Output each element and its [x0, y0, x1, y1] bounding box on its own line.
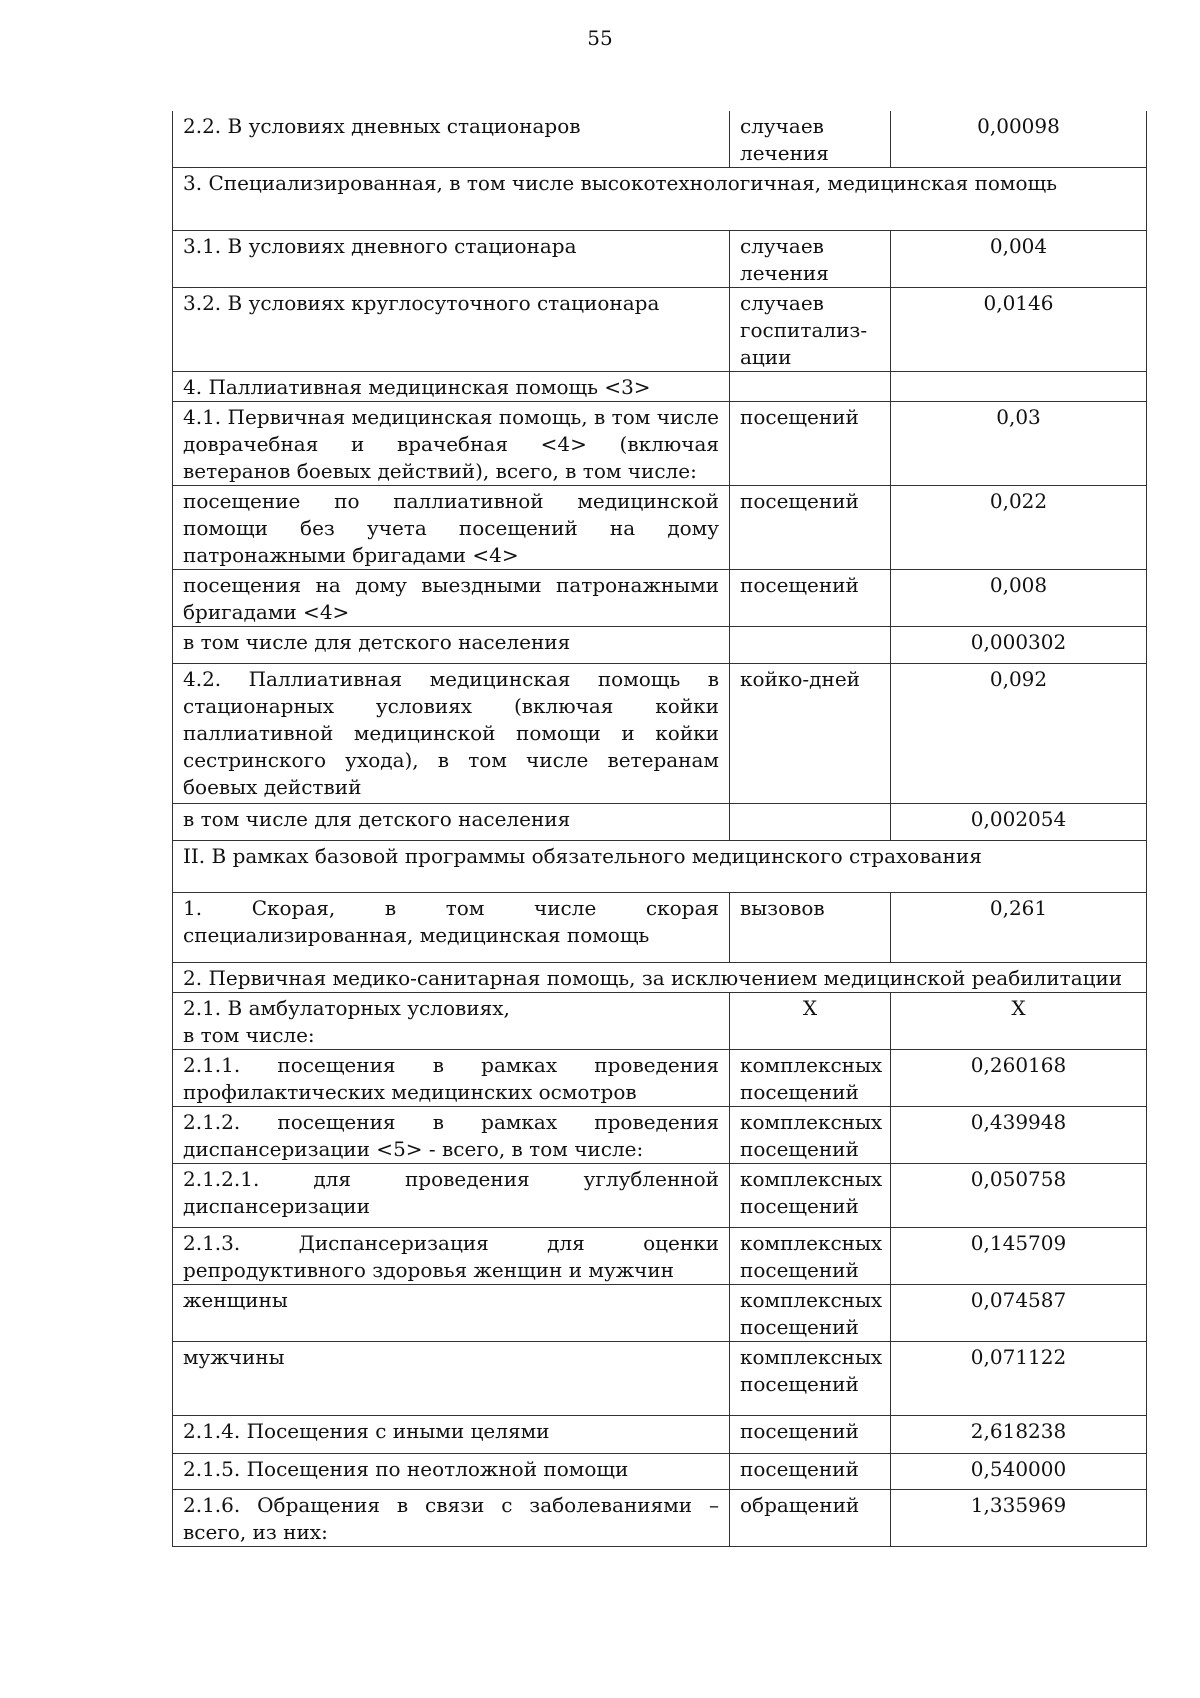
row-value: 0,540000: [891, 1454, 1147, 1490]
table-row: [173, 486, 1147, 570]
section-heading: II. В рамках базовой программы обязательного медицинского страхования: [173, 841, 1147, 893]
row-value: 0,071122: [891, 1342, 1147, 1416]
row-unit: случаев лечения: [730, 231, 891, 288]
section-row: [173, 168, 1147, 231]
table-row: [173, 1490, 1147, 1547]
row-name: 2.1.5. Посещения по неотложной помощи: [173, 1454, 730, 1490]
norms-table: [172, 111, 1147, 1547]
row-value: 0,260168: [891, 1050, 1147, 1107]
row-name: 2.2. В условиях дневных стационаров: [173, 111, 730, 168]
row-name: 2.1.2. посещения в рамках проведения диспансеризации <5> - всего, в том числе:: [173, 1107, 730, 1164]
row-name: 4. Паллиативная медицинская помощь <3>: [173, 372, 730, 402]
row-name: женщины: [173, 1285, 730, 1342]
table-row: [173, 1454, 1147, 1490]
row-value: 1,335969: [891, 1490, 1147, 1547]
row-unit: случаев госпитализ-ации: [730, 288, 891, 372]
section-heading: 2. Первичная медико-санитарная помощь, за исключением медицинской реабилитации: [173, 963, 1147, 993]
row-name: 2.1.2.1. для проведения углубленной диспансеризации: [173, 1164, 730, 1228]
row-value: 0,008: [891, 570, 1147, 627]
table-row: [173, 1342, 1147, 1416]
section-row: [173, 841, 1147, 893]
row-name: 3.2. В условиях круглосуточного стационара: [173, 288, 730, 372]
row-name: мужчины: [173, 1342, 730, 1416]
table-row: [173, 804, 1147, 841]
row-value: 0,439948: [891, 1107, 1147, 1164]
row-name: 2.1.6. Обращения в связи с заболеваниями – всего, из них:: [173, 1490, 730, 1547]
row-value: 0,092: [891, 664, 1147, 804]
table-row: [173, 1228, 1147, 1285]
row-unit: посещений: [730, 486, 891, 570]
row-unit: [730, 372, 891, 402]
table-row: [173, 627, 1147, 664]
row-name: в том числе для детского населения: [173, 627, 730, 664]
row-value: [891, 372, 1147, 402]
row-name: 2.1.4. Посещения с иными целями: [173, 1416, 730, 1454]
row-name: 4.2. Паллиативная медицинская помощь в стационарных условиях (включая койки паллиативной медицинской помощи и койки сестринского ухода), в том числе ветеранам боевых действий: [173, 664, 730, 804]
row-value: 2,618238: [891, 1416, 1147, 1454]
row-value: 0,004: [891, 231, 1147, 288]
row-unit: комплексных посещений: [730, 1164, 891, 1228]
row-unit: койко-дней: [730, 664, 891, 804]
table-row: [173, 893, 1147, 963]
row-value: 0,0146: [891, 288, 1147, 372]
row-unit: комплексных посещений: [730, 1228, 891, 1285]
row-value: 0,000302: [891, 627, 1147, 664]
row-unit: посещений: [730, 1416, 891, 1454]
row-name: 2.1.1. посещения в рамках проведения профилактических медицинских осмотров: [173, 1050, 730, 1107]
section-heading: 3. Специализированная, в том числе высокотехнологичная, медицинская помощь: [173, 168, 1147, 231]
row-name: 3.1. В условиях дневного стационара: [173, 231, 730, 288]
row-name: 2.1. В амбулаторных условиях, в том числе:: [173, 993, 730, 1050]
row-name: посещения на дому выездными патронажными бригадами <4>: [173, 570, 730, 627]
row-name: 1. Скорая, в том числе скорая специализированная, медицинская помощь: [173, 893, 730, 963]
row-unit: комплексных посещений: [730, 1107, 891, 1164]
row-value: X: [891, 993, 1147, 1050]
row-unit: комплексных посещений: [730, 1050, 891, 1107]
row-unit: X: [730, 993, 891, 1050]
table-row: [173, 664, 1147, 804]
row-unit: обращений: [730, 1490, 891, 1547]
table-row: [173, 288, 1147, 372]
row-name: в том числе для детского населения: [173, 804, 730, 841]
norms-table-body: [173, 111, 1147, 1547]
table-row: [173, 1285, 1147, 1342]
row-value: 0,002054: [891, 804, 1147, 841]
row-value: 0,050758: [891, 1164, 1147, 1228]
table-row: [173, 1107, 1147, 1164]
table-row: [173, 570, 1147, 627]
row-unit: посещений: [730, 402, 891, 486]
row-unit: [730, 804, 891, 841]
table-row: [173, 993, 1147, 1050]
page-number: 55: [587, 26, 613, 50]
table-row: [173, 402, 1147, 486]
row-value: 0,145709: [891, 1228, 1147, 1285]
table-row: [173, 1050, 1147, 1107]
table-row: [173, 1416, 1147, 1454]
row-unit: посещений: [730, 1454, 891, 1490]
row-unit: комплексных посещений: [730, 1285, 891, 1342]
row-value: 0,03: [891, 402, 1147, 486]
table-row: [173, 372, 1147, 402]
table-row: [173, 231, 1147, 288]
row-name: 2.1.3. Диспансеризация для оценки репродуктивного здоровья женщин и мужчин: [173, 1228, 730, 1285]
row-unit: случаев лечения: [730, 111, 891, 168]
row-unit: [730, 627, 891, 664]
row-unit: комплексных посещений: [730, 1342, 891, 1416]
row-name: 4.1. Первичная медицинская помощь, в том числе доврачебная и врачебная <4> (включая ветеранов боевых действий), всего, в том числе:: [173, 402, 730, 486]
row-name: посещение по паллиативной медицинской помощи без учета посещений на дому патронажными бригадами <4>: [173, 486, 730, 570]
row-value: 0,074587: [891, 1285, 1147, 1342]
row-value: 0,022: [891, 486, 1147, 570]
row-value: 0,261: [891, 893, 1147, 963]
section-row: [173, 963, 1147, 993]
table-row: [173, 111, 1147, 168]
table-row: [173, 1164, 1147, 1228]
row-unit: вызовов: [730, 893, 891, 963]
row-unit: посещений: [730, 570, 891, 627]
row-value: 0,00098: [891, 111, 1147, 168]
